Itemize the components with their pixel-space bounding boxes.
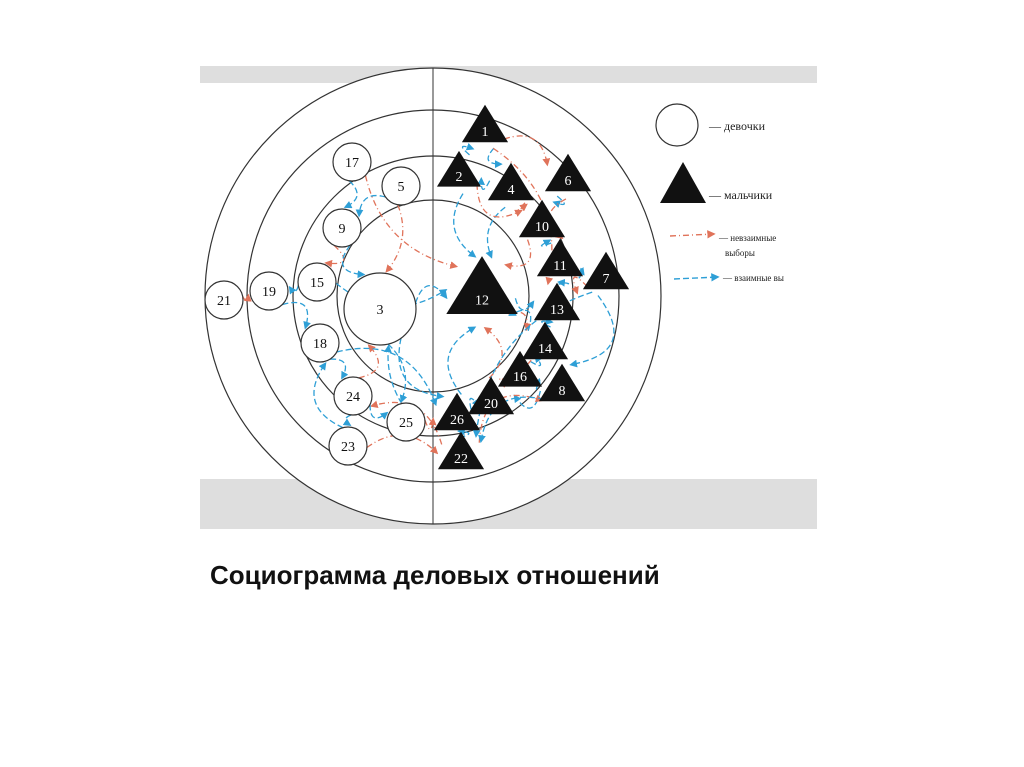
boy-node-label: 11	[553, 259, 567, 275]
girl-node-label: 9	[338, 222, 346, 237]
legend-girl-circle-icon	[656, 104, 698, 146]
girl-node-label: 25	[399, 416, 413, 431]
legend-boys-label: — мальчики	[709, 188, 773, 202]
girl-node-label: 3	[376, 303, 384, 318]
boy-node-label: 20	[484, 397, 498, 413]
caption: Социограмма деловых отношений	[210, 560, 660, 590]
sociogram-svg	[200, 66, 817, 529]
legend-boy-triangle-icon	[660, 162, 706, 203]
girl-node-label: 17	[345, 156, 359, 171]
boy-node-label: 26	[450, 413, 464, 429]
boy-node-label: 1	[481, 125, 489, 141]
legend-nonmutual-label: — невзаимные	[719, 233, 777, 243]
legend-mutual-label: — взаимные вы	[723, 273, 784, 283]
girl-node-label: 21	[217, 294, 231, 309]
sociogram-figure	[200, 66, 817, 529]
legend	[656, 104, 784, 283]
boy-node-label: 2	[455, 169, 463, 185]
boy-node-label: 13	[550, 303, 564, 319]
boy-node-label: 8	[558, 384, 566, 400]
legend-nonmutual-line-icon	[670, 234, 714, 236]
boy-node-label: 14	[538, 342, 552, 358]
boy-node-label: 4	[507, 183, 515, 199]
girl-node-label: 19	[262, 285, 276, 300]
boy-node-label: 22	[454, 452, 468, 468]
boy-node-label: 12	[475, 293, 489, 309]
boy-node-label: 10	[535, 220, 549, 236]
legend-nonmutual-label-2: выборы	[725, 248, 755, 258]
boy-node-label: 16	[513, 369, 527, 385]
girl-node-label: 18	[313, 337, 327, 352]
girl-node-label: 23	[341, 440, 355, 455]
girl-node-label: 5	[397, 180, 405, 195]
girl-node-label: 15	[310, 276, 324, 291]
legend-girls-label: — девочки	[709, 119, 765, 133]
boy-node-label: 7	[602, 272, 610, 288]
girl-node-label: 24	[346, 390, 360, 405]
legend-mutual-line-icon	[674, 277, 718, 279]
boy-node-label: 6	[564, 174, 572, 190]
